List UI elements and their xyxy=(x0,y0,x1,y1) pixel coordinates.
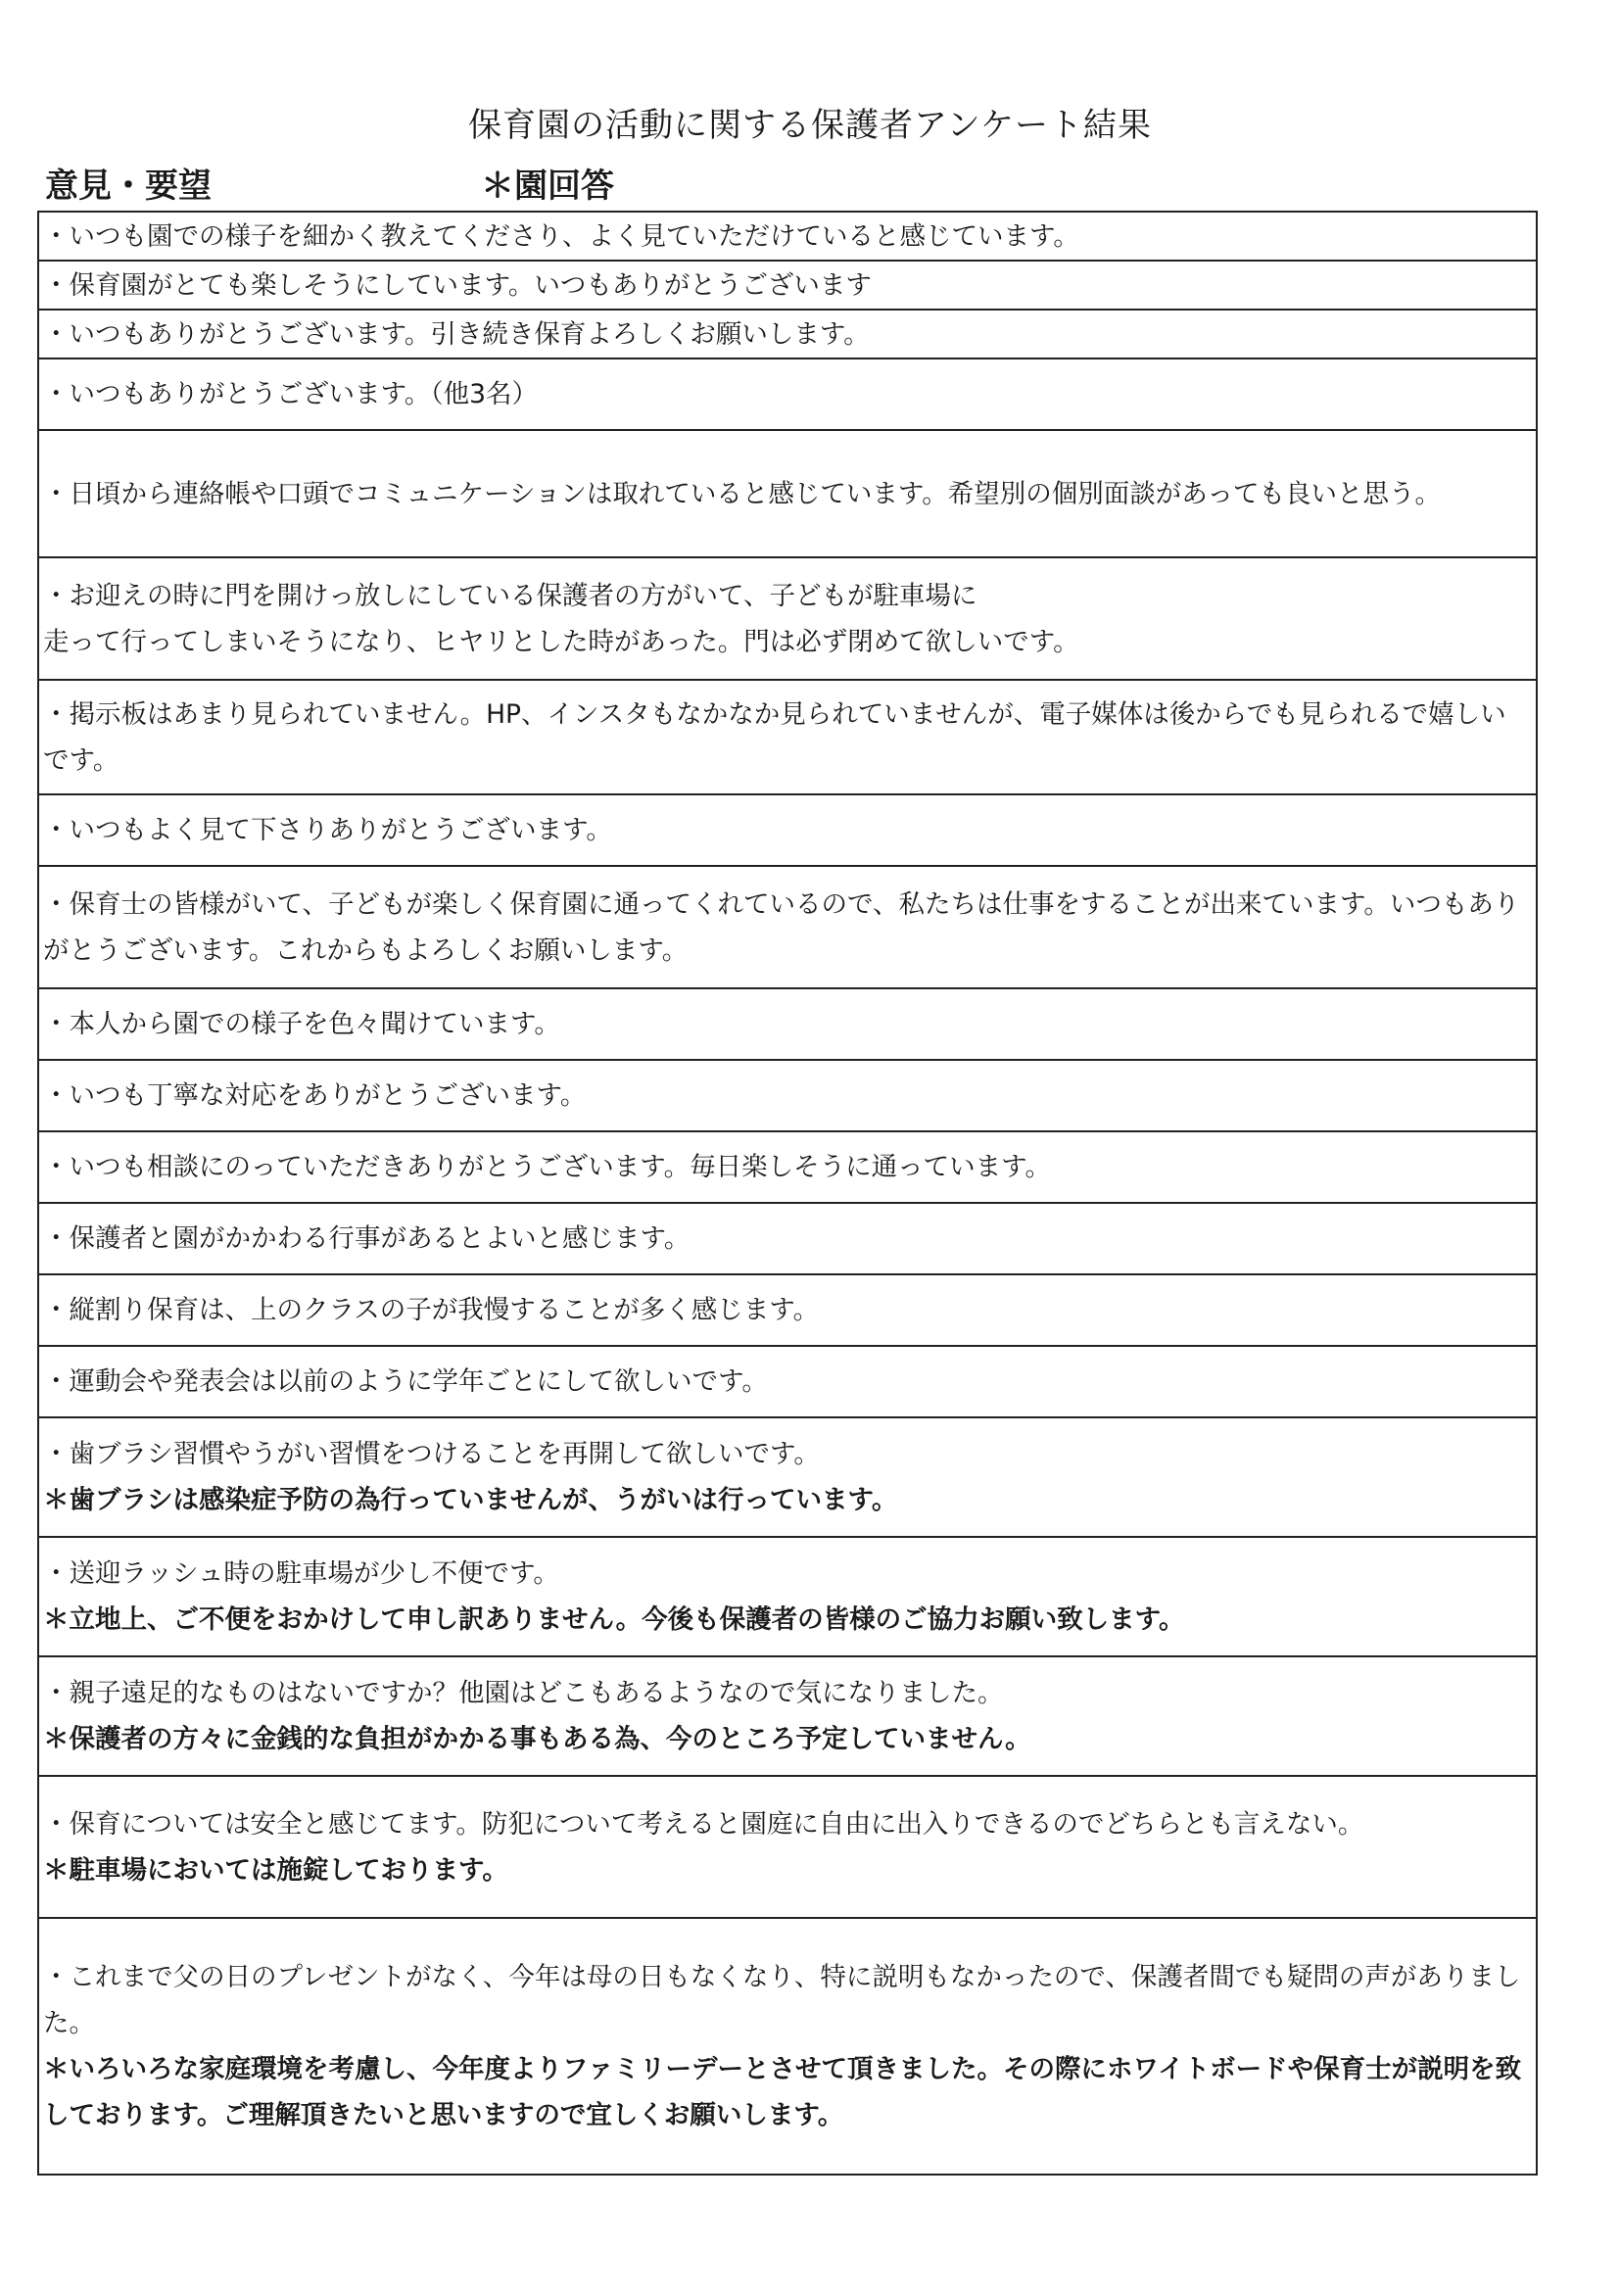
table-row xyxy=(39,989,1536,1061)
table-row xyxy=(39,1132,1536,1204)
opinion-text: ・いつもありがとうございます。引き続き保育よろしくお願いします。 xyxy=(43,318,870,350)
opinion-text: ・いつも相談にのっていただきありがとうございます。毎日楽しそうに通っています。 xyxy=(43,1152,1051,1182)
table-row xyxy=(39,1275,1536,1347)
opinion-text: ・送迎ラッシュ時の駐車場が少し不便です。 xyxy=(43,1558,559,1589)
table-row xyxy=(39,1061,1536,1132)
opinion-text: ・掲示板はあまり見られていません。HP、インスタもなかなか見られていませんが、電子媒体は後からでも見られるで嬉しいです。 xyxy=(43,698,1506,776)
opinion-text: ・日頃から連絡帳や口頭でコミュニケーションは取れていると感じています。希望別の個別面談があっても良いと思う。 xyxy=(43,478,1442,509)
opinion-text: ・運動会や発表会は以前のように学年ごとにして欲しいです。 xyxy=(43,1366,768,1397)
opinion-text: ・お迎えの時に門を開けっ放しにしている保護者の方がいて、子どもが駐車場に 走って行ってしまいそうになり、ヒヤリとした時があった。門は必ず閉めて欲しいです。 xyxy=(43,580,1079,657)
table-row xyxy=(39,262,1536,311)
opinion-text: ・保育園がとても楽しそうにしています。いつもありがとうございます xyxy=(43,269,872,301)
table-row xyxy=(39,311,1536,359)
answer-text: ＊立地上、ご不便をおかけして申し訳ありません。今後も保護者の皆様のご協力お願い致します。 xyxy=(43,1604,1185,1635)
opinion-text: ・これまで父の日のプレゼントがなく、今年は母の日もなくなり、特に説明もなかったので、保護者間でも疑問の声がありました。 xyxy=(43,1962,1521,2038)
table-row xyxy=(39,1204,1536,1275)
table-row xyxy=(39,431,1536,558)
survey-results-table xyxy=(37,211,1538,2176)
answer-text: ＊駐車場においては施錠しております。 xyxy=(43,1854,508,1886)
column-header-answer: ＊園回答 xyxy=(481,167,614,206)
table-row xyxy=(39,1919,1536,2174)
column-header-opinion: 意見・要望 xyxy=(45,167,212,206)
table-row xyxy=(39,213,1536,262)
table-row xyxy=(39,359,1536,431)
opinion-text: ・保育については安全と感じてます。防犯について考えると園庭に自由に出入りできるのでどちらとも言えない。 xyxy=(43,1808,1364,1840)
opinion-text: ・本人から園での様子を色々聞けています。 xyxy=(43,1009,560,1039)
column-header-row xyxy=(45,159,1553,204)
answer-text: ＊歯ブラシは感染症予防の為行っていませんが、うがいは行っています。 xyxy=(43,1485,898,1515)
opinion-text: ・縦割り保育は、上のクラスの子が我慢することが多く感じます。 xyxy=(43,1295,820,1325)
opinion-text: ・保護者と園がかかわる行事があるとよいと感じます。 xyxy=(43,1223,691,1254)
table-row xyxy=(39,558,1536,681)
table-row xyxy=(39,795,1536,867)
opinion-text: ・いつもありがとうございます。（他3名） xyxy=(43,379,538,409)
opinion-text: ・親子遠足的なものはないですか？他園はどこもあるようなので気になりました。 xyxy=(43,1678,1004,1708)
opinion-text: ・いつもよく見て下さりありがとうございます。 xyxy=(43,815,612,845)
opinion-text: ・歯ブラシ習慣やうがい習慣をつけることを再開して欲しいです。 xyxy=(43,1439,820,1469)
opinion-text: ・いつも園での様子を細かく教えてくださり、よく見ていただけていると感じています。 xyxy=(43,220,1079,252)
answer-text: ＊保護者の方々に金銭的な負担がかかる事もある為、今のところ予定していません。 xyxy=(43,1724,1031,1754)
page-title: 保育園の活動に関する保護者アンケート結果 xyxy=(468,106,1152,145)
table-row xyxy=(39,1418,1536,1538)
opinion-text: ・保育士の皆様がいて、子どもが楽しく保育園に通ってくれているので、私たちは仕事をすることが出来ています。いつもありがとうございます。これからもよろしくお願いします。 xyxy=(43,888,1520,966)
answer-text: ＊いろいろな家庭環境を考慮し、今年度よりファミリーデーとさせて頂きました。その際にホワイトボードや保育士が説明を致しております。ご理解頂きたいと思いますので宜しくお願いします。 xyxy=(43,2054,1522,2130)
table-row xyxy=(39,1347,1536,1418)
table-row xyxy=(39,1538,1536,1657)
opinion-text: ・いつも丁寧な対応をありがとうございます。 xyxy=(43,1080,587,1111)
table-row xyxy=(39,867,1536,989)
table-row xyxy=(39,681,1536,795)
table-row xyxy=(39,1657,1536,1777)
table-row xyxy=(39,1777,1536,1919)
